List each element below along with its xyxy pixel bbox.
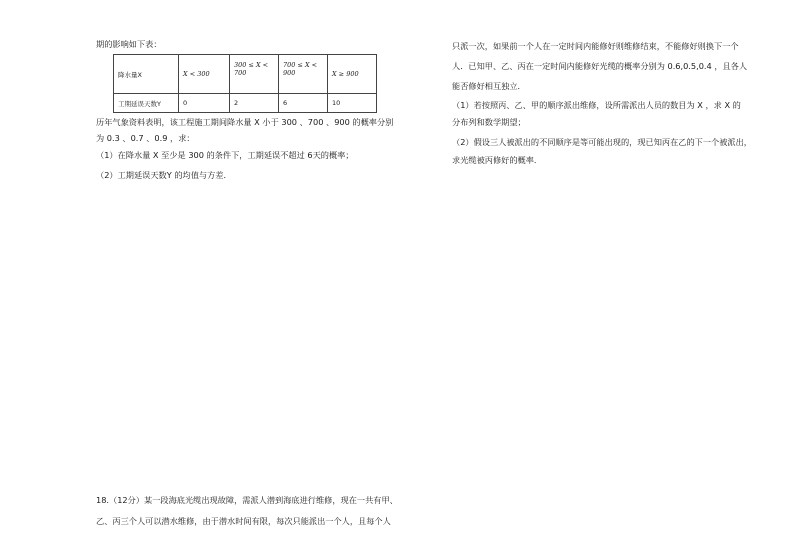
paragraph-line: 能否修好相互独立． <box>452 81 526 91</box>
question-2: （2）假设三人被派出的不同顺序是等可能出现的，现已知丙在乙的下一个被派出， <box>452 137 752 147</box>
problem-18-line: 乙、丙三个人可以潜水维修，由于潜水时间有限，每次只能派出一个人，且每个人 <box>96 516 391 526</box>
table-cell: 10 <box>328 94 377 113</box>
paragraph-line: 分布列和数学期望； <box>452 117 526 127</box>
paragraph-line: 只派一次，如果前一个人在一定时间内能修好则维修结束，不能修好则换下一个 <box>452 41 739 51</box>
question-1: （1）若按照丙、乙、甲的顺序派出维修，设所需派出人员的数目为 X ，求 X 的 <box>452 100 741 110</box>
table-cell: 700 ≤ X < 900 <box>279 55 328 94</box>
table-cell: 2 <box>230 94 279 113</box>
table-cell: 工期延误天数Y <box>114 94 179 113</box>
intro-text: 期的影响如下表： <box>96 39 162 49</box>
rainfall-delay-table <box>113 54 377 113</box>
question-2: （2）工期延误天数Y 的均值与方差． <box>96 170 232 180</box>
table-cell: X ≥ 900 <box>328 55 377 94</box>
problem-18-line: 18.（12分）某一段海底光缆出现故障，需派人潜到海底进行维修，现在一共有甲、 <box>96 495 398 505</box>
table-row <box>114 55 377 94</box>
table-cell: 降水量X <box>114 55 179 94</box>
paragraph-line: 求光缆被丙修好的概率． <box>452 155 543 165</box>
table-row <box>114 94 377 113</box>
table-cell: X < 300 <box>179 55 230 94</box>
table-cell: 0 <box>179 94 230 113</box>
question-1: （1）在降水量 X 至少是 300 的条件下，工期延误不超过 6天的概率； <box>96 150 354 160</box>
table-cell: 6 <box>279 94 328 113</box>
table-cell: 300 ≤ X < 700 <box>230 55 279 94</box>
paragraph-line: 历年气象资料表明，该工程施工期间降水量 X 小于 300 、700 、900 的概率分别 <box>96 117 394 127</box>
paragraph-line: 为 0.3 、0.7 、0.9 ，求： <box>96 133 195 143</box>
paragraph-line: 人．已知甲、乙、丙在一定时间内能修好光缆的概率分别为 0.6,0.5,0.4 ，且各人 <box>452 61 748 71</box>
